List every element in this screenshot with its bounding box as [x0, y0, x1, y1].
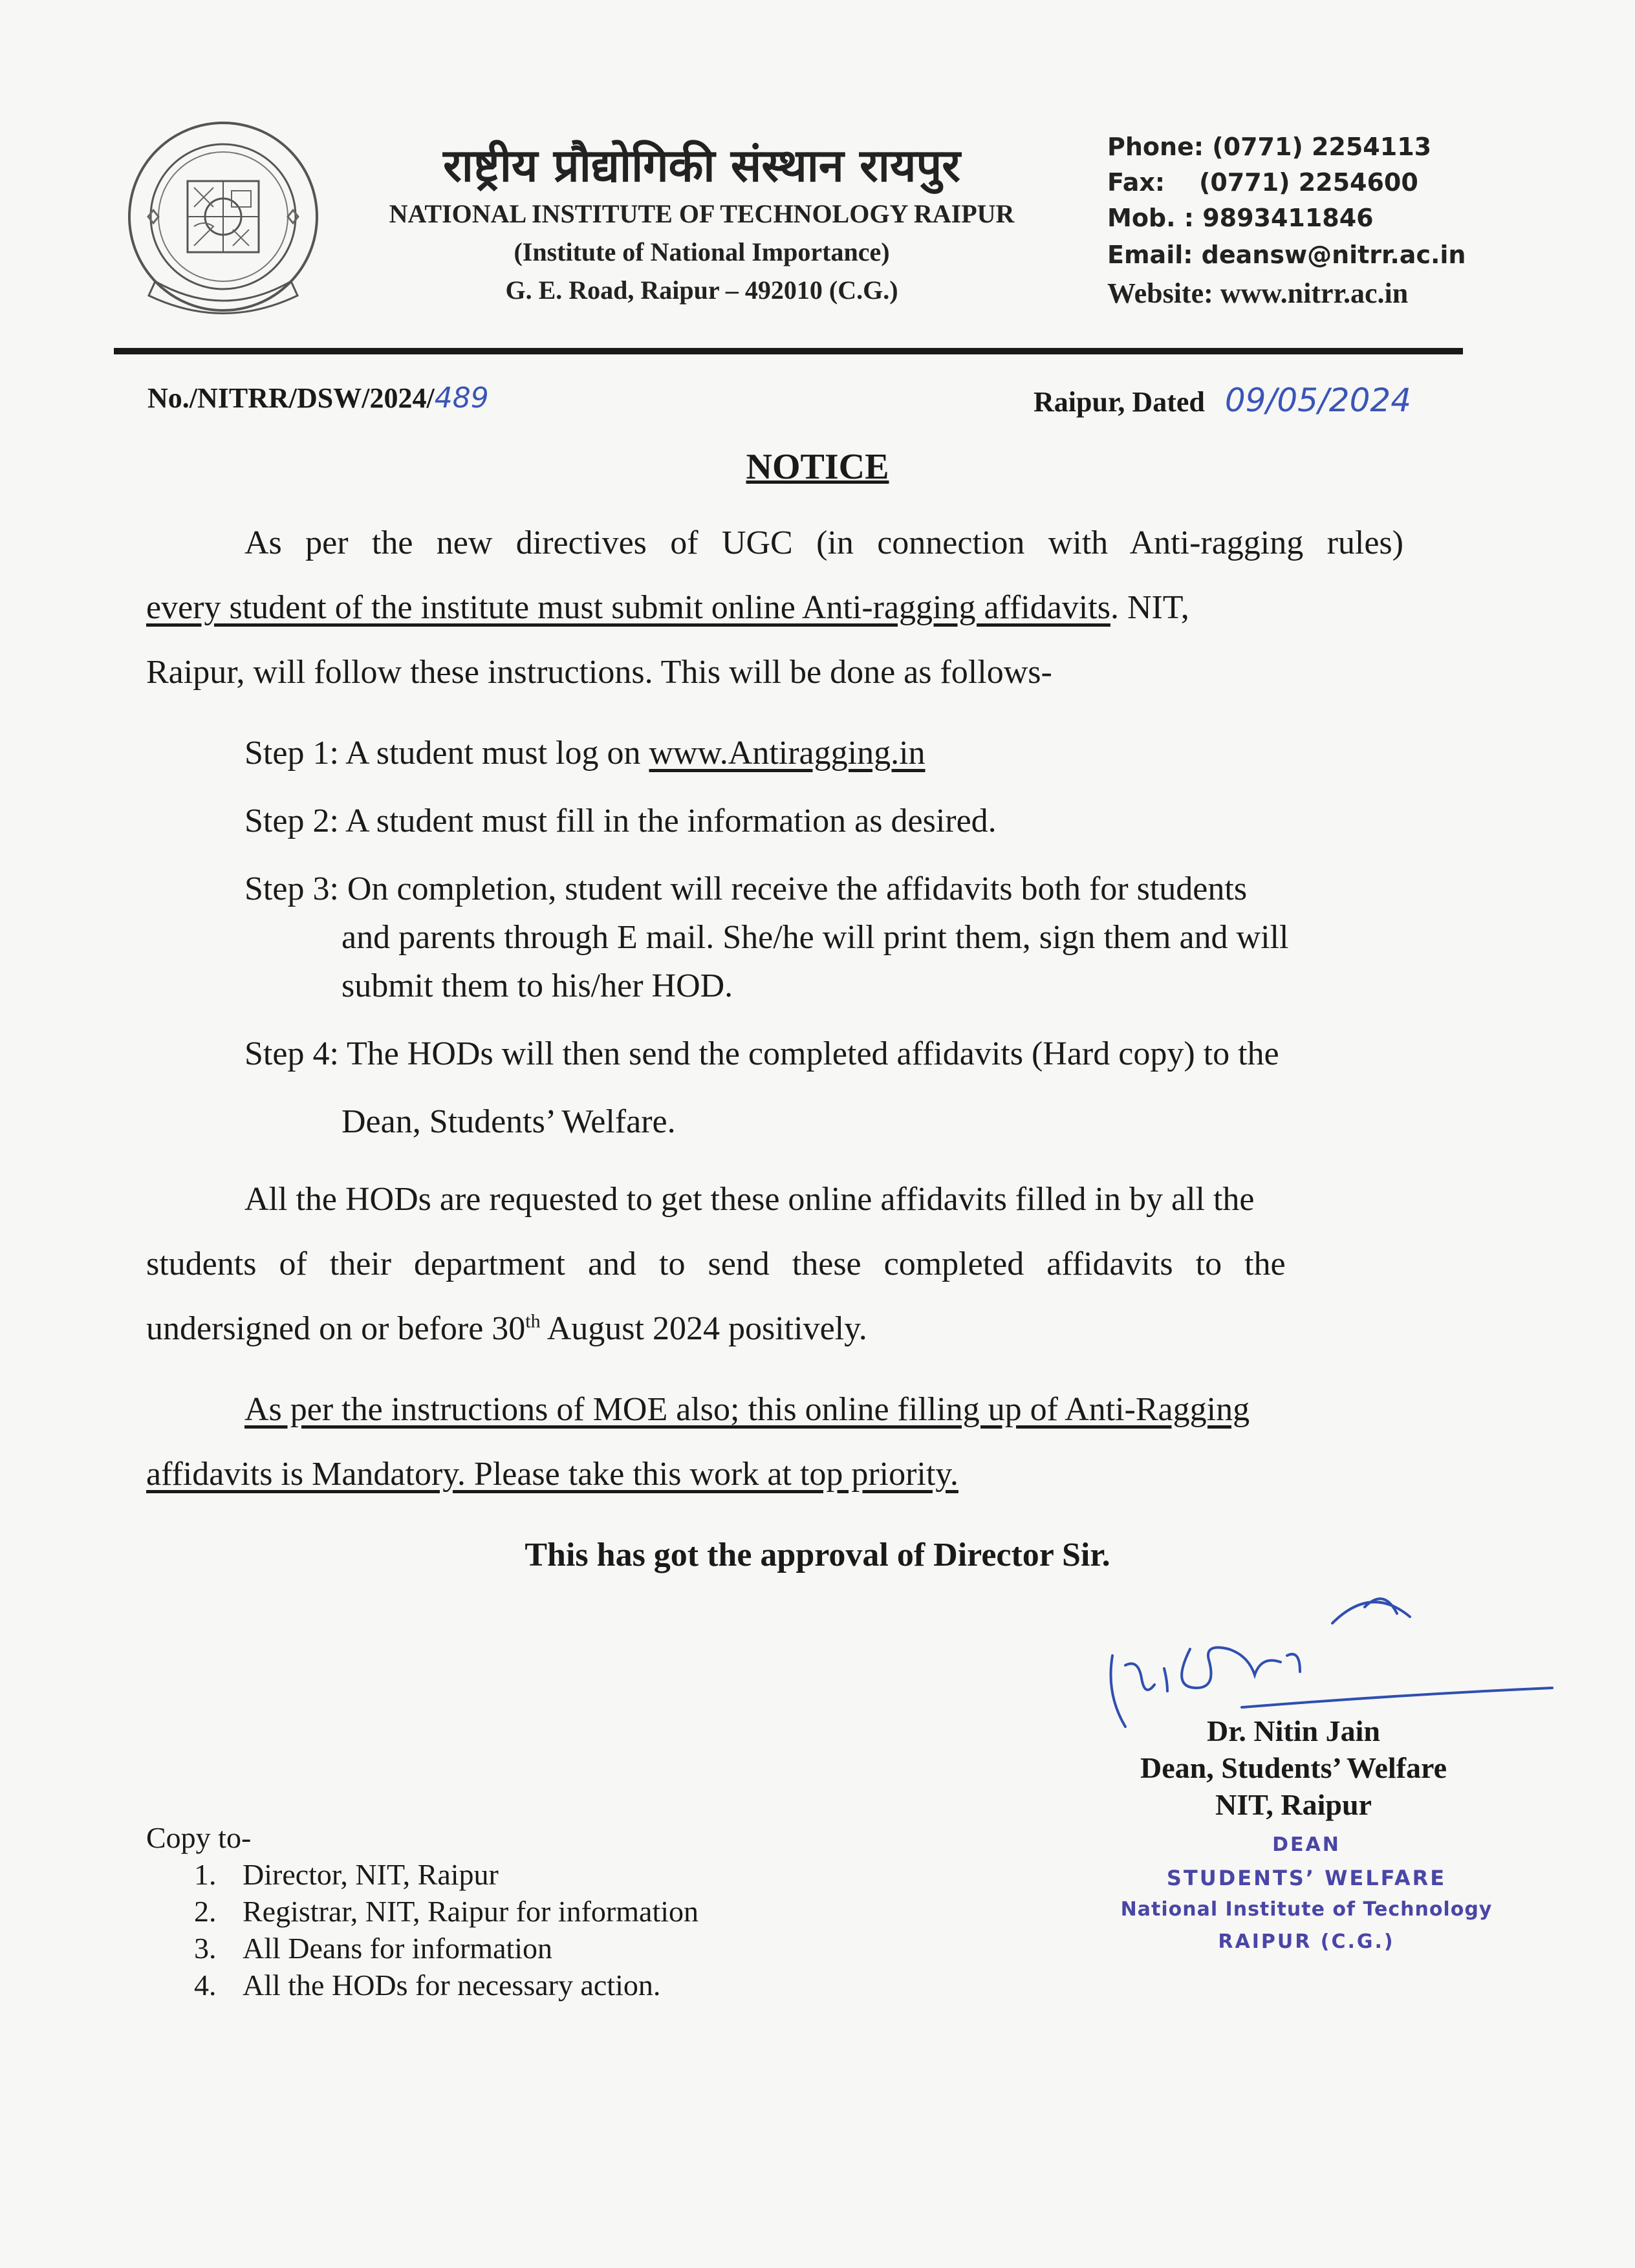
stamp-line-1: DEAN	[1272, 1833, 1341, 1856]
institute-address: G. E. Road, Raipur – 492010 (C.G.)	[505, 275, 898, 305]
copy-item-text: Registrar, NIT, Raipur for information	[243, 1895, 699, 1928]
signatory-name: Dr. Nitin Jain	[1207, 1714, 1380, 1747]
contact-phone: Phone: (0771) 2254113	[1107, 133, 1432, 161]
step-3-line3: submit them to his/her HOD.	[341, 967, 733, 1004]
copy-item-number: 2.	[194, 1895, 217, 1928]
institute-status: (Institute of National Importance)	[514, 237, 890, 266]
step-3-line2: and parents through E mail. She/he will print them, sign them and will	[341, 919, 1289, 956]
copy-item-4	[194, 1968, 660, 2002]
antiragging-link[interactable]: www.Antiragging.in	[649, 735, 926, 772]
copy-item-2	[194, 1894, 698, 1928]
para2-line3-b: August 2024 positively.	[540, 1310, 867, 1347]
para2-line3	[146, 1310, 1403, 1348]
para1-line2	[146, 589, 1403, 627]
para2-line1: All the HODs are requested to get these online affidavits filled in by all the	[244, 1181, 1255, 1218]
copy-item-1	[194, 1857, 499, 1892]
para1-line3: Raipur, will follow these instructions. This will be done as follows-	[146, 654, 1052, 691]
copy-item-text: All the HODs for necessary action.	[243, 1969, 661, 2002]
para1-underlined: every student of the institute must submit online Anti-ragging affidavits	[146, 589, 1110, 626]
reference-prefix: No./NITRR/DSW/2024/	[147, 382, 435, 414]
para2-line3-a: undersigned on or before 30	[146, 1310, 526, 1347]
contact-email: Email: deansw@nitrr.ac.in	[1107, 241, 1466, 269]
copy-item-3	[194, 1931, 552, 1965]
para1-line1: As per the new directives of UGC (in connection with Anti-ragging rules)	[244, 524, 1403, 561]
stamp-line-3: National Institute of Technology	[1120, 1898, 1493, 1921]
para1-line2-tail: . NIT,	[1110, 589, 1189, 626]
reference-handwritten-number: 489	[434, 382, 489, 415]
step-2: Step 2: A student must fill in the information as desired.	[244, 803, 997, 839]
notice-title: NOTICE	[746, 447, 889, 487]
step-1-text: Step 1: A student must log on	[244, 735, 649, 772]
para2-line2: students of their department and to send these completed affidavits to the	[146, 1246, 1286, 1282]
step-1	[244, 734, 1502, 772]
contact-website: Website: www.nitrr.ac.in	[1107, 277, 1409, 309]
copy-item-text: All Deans for information	[243, 1932, 553, 1965]
approval-statement: This has got the approval of Director Sir.	[525, 1537, 1110, 1573]
institute-name-english: NATIONAL INSTITUTE OF TECHNOLOGY RAIPUR	[389, 199, 1015, 228]
reference-date	[1034, 382, 1411, 419]
institute-name-hindi: राष्ट्रीय प्रौद्योगिकी संस्थान रायपुर	[443, 138, 960, 192]
copy-item-text: Director, NIT, Raipur	[243, 1858, 499, 1891]
para3-line2: affidavits is Mandatory. Please take this work at top priority.	[146, 1456, 958, 1493]
para3-line1: As per the instructions of MOE also; this online filling up of Anti-Ragging	[244, 1391, 1250, 1428]
dated-label: Raipur, Dated	[1034, 386, 1205, 418]
signatory-designation: Dean, Students’ Welfare	[1140, 1751, 1447, 1784]
stamp-line-2: STUDENTS’ WELFARE	[1166, 1866, 1447, 1890]
ordinal-suffix: th	[525, 1310, 541, 1332]
copy-to-label: Copy to-	[146, 1821, 252, 1854]
step-4-line1: Step 4: The HODs will then send the completed affidavits (Hard copy) to the	[244, 1035, 1279, 1072]
copy-item-number: 1.	[194, 1858, 217, 1891]
reference-number	[147, 382, 489, 415]
stamp-line-4: RAIPUR (C.G.)	[1218, 1930, 1395, 1953]
step-3-line1: Step 3: On completion, student will receive the affidavits both for students	[244, 870, 1248, 907]
signatory-organization: NIT, Raipur	[1215, 1788, 1372, 1821]
contact-mobile: Mob. : 9893411846	[1107, 204, 1374, 232]
contact-fax: Fax: (0771) 2254600	[1107, 168, 1418, 197]
handwritten-date: 09/05/2024	[1224, 382, 1412, 419]
institute-seal-logo	[116, 120, 330, 320]
copy-item-number: 3.	[194, 1932, 217, 1965]
step-4-line2: Dean, Students’ Welfare.	[341, 1103, 676, 1140]
copy-item-number: 4.	[194, 1969, 217, 2002]
header-divider	[114, 348, 1463, 354]
